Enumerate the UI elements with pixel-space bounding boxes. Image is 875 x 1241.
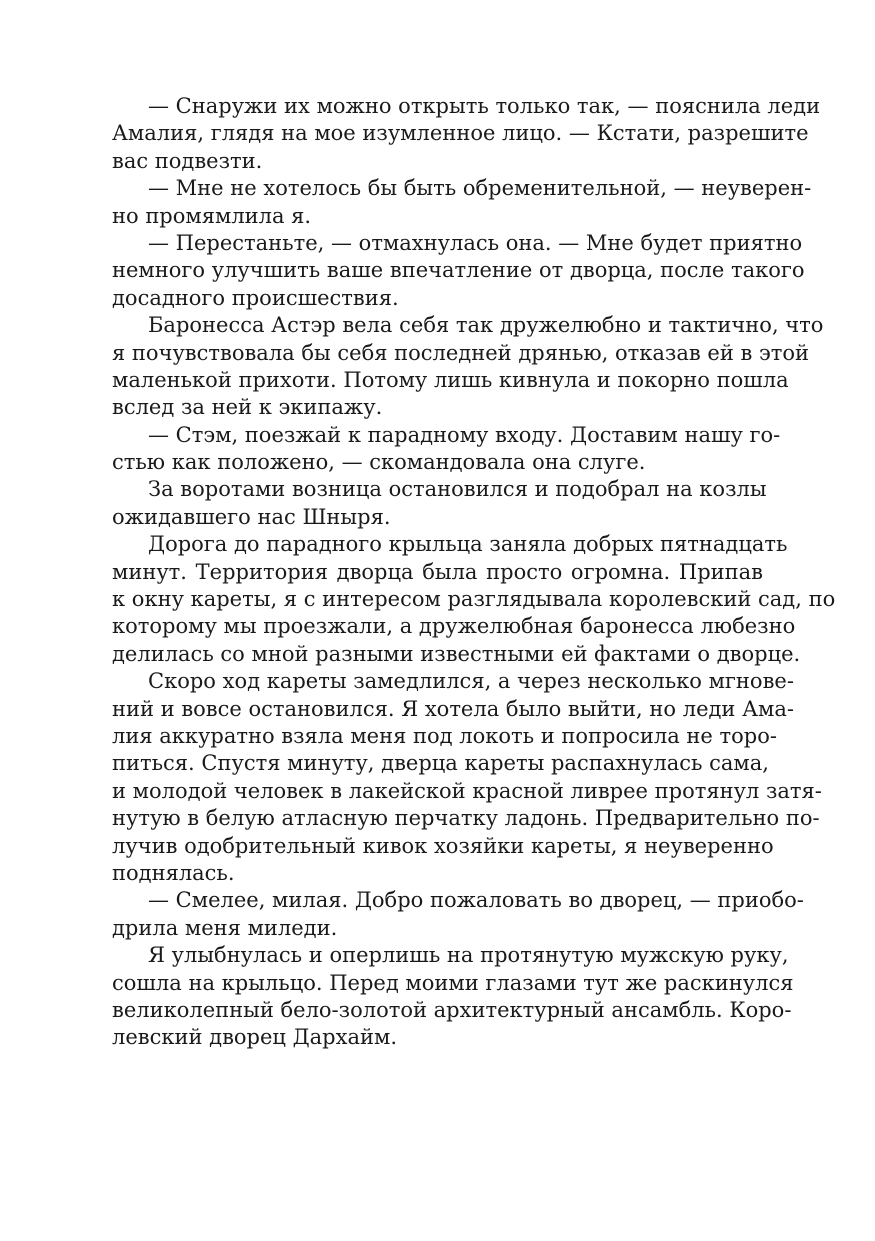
text-line: левский дворец Дархайм. <box>112 1025 397 1050</box>
text-line: сошла на крыльцо. Перед моими глазами тут же раскинулся <box>112 970 794 995</box>
text-line: стью как положено, — скомандовала она слуге. <box>112 450 646 475</box>
text-line: я почувствовала бы себя последней дрянью, отказав ей в этой <box>112 340 810 365</box>
paragraph <box>112 942 794 1052</box>
text-line: поднялась. <box>112 860 235 885</box>
text-line: и молодой человек в лакейской красной ливрее протянул затя- <box>112 778 822 803</box>
text-line: питься. Спустя минуту, дверца кареты распахнулась сама, <box>112 751 769 776</box>
text-line: Дорога до парадного крыльца заняла добрых пятнадцать <box>148 532 788 557</box>
text-line: — Стэм, поезжай к парадному входу. Доставим нашу го- <box>148 422 781 447</box>
text-line: к окну кареты, я с интересом разглядывала королевский сад, по <box>112 587 836 612</box>
text-line: Я улыбнулась и оперлишь на протянутую мужскую руку, <box>148 943 789 968</box>
text-line: — Мне не хотелось бы быть обременительной, — неуверен- <box>148 176 812 201</box>
text-line: досадного происшествия. <box>112 285 399 310</box>
text-line: вслед за ней к экипажу. <box>112 395 383 420</box>
text-line: великолепный бело-золотой архитектурный ансамбль. Коро- <box>112 997 792 1022</box>
text-line: маленькой прихоти. Потому лишь кивнула и покорно пошла <box>112 367 789 392</box>
text-line: вас подвезти. <box>112 148 263 173</box>
text-line: Скоро ход кареты замедлился, а через несколько мгнове- <box>148 669 794 694</box>
text-line: ний и вовсе остановился. Я хотела было выйти, но леди Ама- <box>112 696 794 721</box>
paragraph <box>112 887 804 942</box>
text-line: дрила меня миледи. <box>112 915 338 940</box>
text-line: нутую в белую атласную перчатку ладонь. Предварительно по- <box>112 806 820 831</box>
text-line: лия аккуратно взяла меня под локоть и попросила не торо- <box>112 723 777 748</box>
text-line: немного улучшить ваше впечатление от дворца, после такого <box>112 258 805 283</box>
text-line: но промямлила я. <box>112 203 312 228</box>
text-line: Амалия, глядя на мое изумленное лицо. — Кстати, разрешите <box>112 121 809 146</box>
paragraph <box>112 531 836 668</box>
text-line: За воротами возница остановился и подобрал на козлы <box>148 477 767 502</box>
paragraph <box>112 175 812 230</box>
paragraph <box>112 312 824 422</box>
book-page <box>112 93 836 1052</box>
paragraph <box>112 668 822 887</box>
paragraph <box>112 93 821 175</box>
paragraph <box>112 476 767 531</box>
paragraph <box>112 230 805 312</box>
paragraph <box>112 422 781 477</box>
text-line: — Перестаньте, — отмахнулась она. — Мне будет приятно <box>148 230 803 255</box>
text-line: делилась со мной разными известными ей фактами о дворце. <box>112 641 801 666</box>
text-line: минут. Территория дворца была просто огромна. Припав <box>112 559 763 584</box>
text-line: — Снаружи их можно открыть только так, — пояснила леди <box>148 94 821 118</box>
text-line: которому мы проезжали, а дружелюбная баронесса любезно <box>112 614 796 639</box>
text-line: ожидавшего нас Шныря. <box>112 504 391 529</box>
text-line: Баронесса Астэр вела себя так дружелюбно и тактично, что <box>148 313 824 338</box>
text-line: — Смелее, милая. Добро пожаловать во дворец, — приобо- <box>148 888 804 913</box>
text-line: лучив одобрительный кивок хозяйки кареты, я неуверенно <box>112 833 774 858</box>
